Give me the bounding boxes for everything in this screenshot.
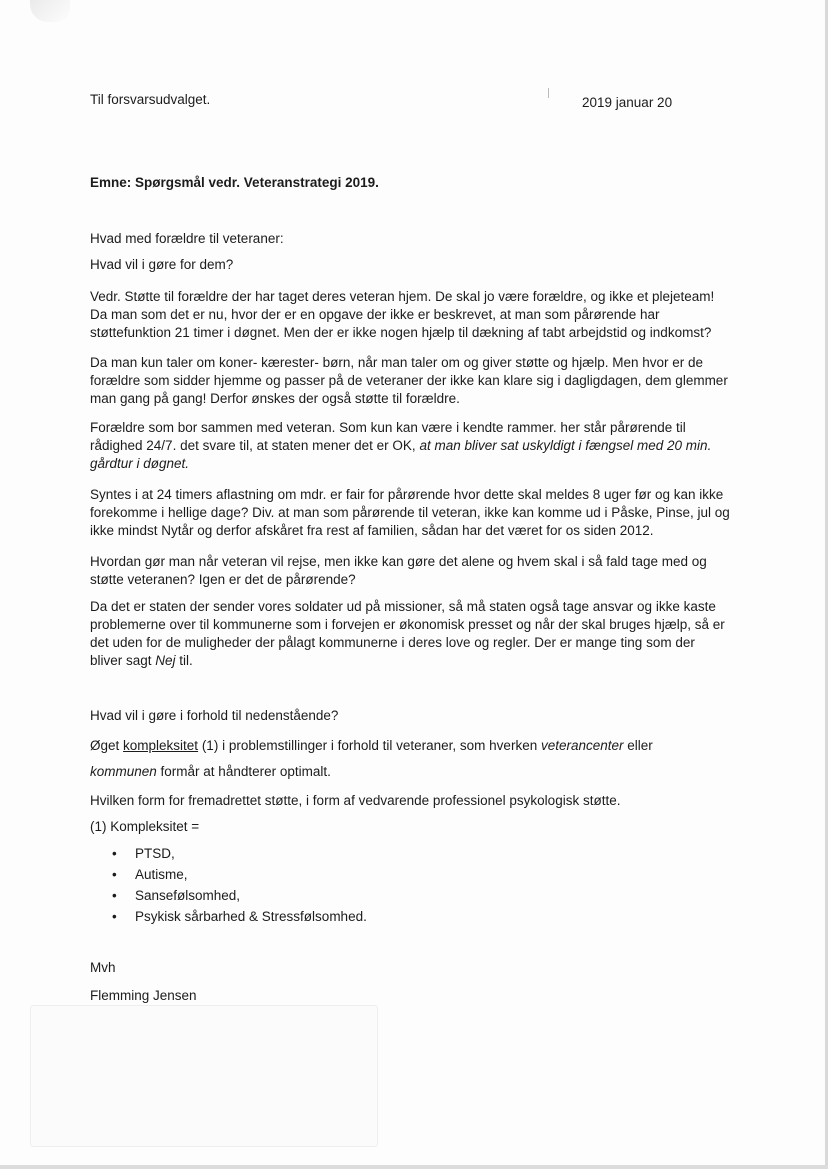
- letter-date: 2019 januar 20: [582, 95, 673, 110]
- paragraph-text: Forældre som bor sammen med veteran. Som kun kan være i kendte rammer. her står pårørende til rådighed 24/7. det svare til, at staten mener det er OK,: [90, 420, 686, 453]
- paragraph-future-support: Hvilken form for fremadrettet støtte, i form af vedvarende professionel psykologisk støtte.: [90, 793, 621, 808]
- question-below: Hvad vil i gøre i forhold til nedenstående?: [90, 708, 339, 723]
- redacted-contact-block: [30, 1005, 378, 1147]
- closing: Mvh: [90, 960, 116, 975]
- paragraph-text: (1) i problemstillinger i forhold til veteraner, som hverken: [198, 738, 541, 753]
- paragraph-italic-text: veterancenter: [540, 738, 624, 753]
- signature-name: Flemming Jensen: [90, 988, 197, 1003]
- list-item: • Autisme,: [112, 864, 367, 885]
- paragraph-text: Da det er staten der sender vores soldater ud på missioner, så må staten også tage ansvar og ikke kaste problemerne over til kommunerne som i forvejen er økonomisk presset og når der skal bruges hjælp, så er det uden for de muligheder der pålagt kommunerne i deres love og regler. Der er mange ting som der bliver sagt: [90, 599, 725, 668]
- paragraph-text: Øget: [90, 738, 124, 753]
- paragraph-state-responsibility: [90, 598, 730, 670]
- recipient-line: Til forsvarsudvalget.: [90, 92, 211, 107]
- paragraph-italic-text: at man bliver sat uskyldigt i fængsel med 20 min. gårdtur i døgnet.: [90, 438, 712, 471]
- paragraph-partners-children: Da man kun taler om koner- kærester- børn, når man taler om og giver støtte og hjælp. Men hvor er de forældre som sidder hjemme og passer på de veteraner der ikke kan klare sig i dagligdagen, dem glemmer man gang på gang! Derfor ønskes der også støtte til forældre.: [90, 355, 728, 406]
- paragraph-support-parents: Vedr. Støtte til forældre der har taget deres veteran hjem. De skal jo være forældre, og ikke et plejeteam! Da man som det er nu, hvor der er en opgave der ikke er beskrevet, at man som pårørende har støttefunktion 21 timer i døgnet. Men der er ikke nogen hjælp til dækning af tabt arbejdstid og indkomst?: [90, 289, 715, 340]
- paragraph-italic-text: kommunen: [90, 764, 157, 779]
- subject-line: Emne: Spørgsmål vedr. Veteranstrategi 2019.: [90, 175, 379, 190]
- paragraph-complexity: [90, 737, 730, 755]
- question-parents: Hvad med forældre til veteraner:: [90, 231, 284, 246]
- footnote-complexity: (1) Kompleksitet =: [90, 819, 200, 834]
- paragraph-relief: Syntes i at 24 timers aflastning om mdr. er fair for pårørende hvor dette skal meldes 8 uger før og kan ikke forekomme i hellige dage? Div. at man som pårørende til veteran, ikke kan komme ud i Påske, Pinse, jul og ikke mindst Nytår og derfor afskåret fra rest af familien, sådan har det været for os siden 2012.: [90, 487, 730, 538]
- paragraph-travel: Hvordan gør man når veteran vil rejse, men ikke kan gøre det alene og hvem skal i så fald tage med og støtte veteranen? Igen er det de pårørende?: [90, 554, 707, 587]
- scan-tick-mark: [548, 88, 549, 98]
- list-item: • Psykisk sårbarhed & Stressfølsomhed.: [112, 906, 367, 927]
- list-item: • PTSD,: [112, 843, 367, 864]
- question-what-do: Hvad vil i gøre for dem?: [90, 257, 234, 272]
- paragraph-text: formår at håndterer optimalt.: [156, 764, 331, 779]
- list-item: • Sansefølsomhed,: [112, 885, 367, 906]
- scan-edge-bottom: [0, 1165, 828, 1169]
- paragraph-text: til.: [175, 653, 193, 668]
- paragraph-complexity-cont: [90, 763, 730, 781]
- paragraph-text: eller: [623, 738, 653, 753]
- scan-corner-mark: [30, 0, 70, 22]
- paragraph-living-together: [90, 419, 730, 473]
- underlined-term: kompleksitet: [123, 738, 199, 753]
- complexity-list: [112, 843, 367, 927]
- paragraph-italic-text: Nej: [155, 653, 176, 668]
